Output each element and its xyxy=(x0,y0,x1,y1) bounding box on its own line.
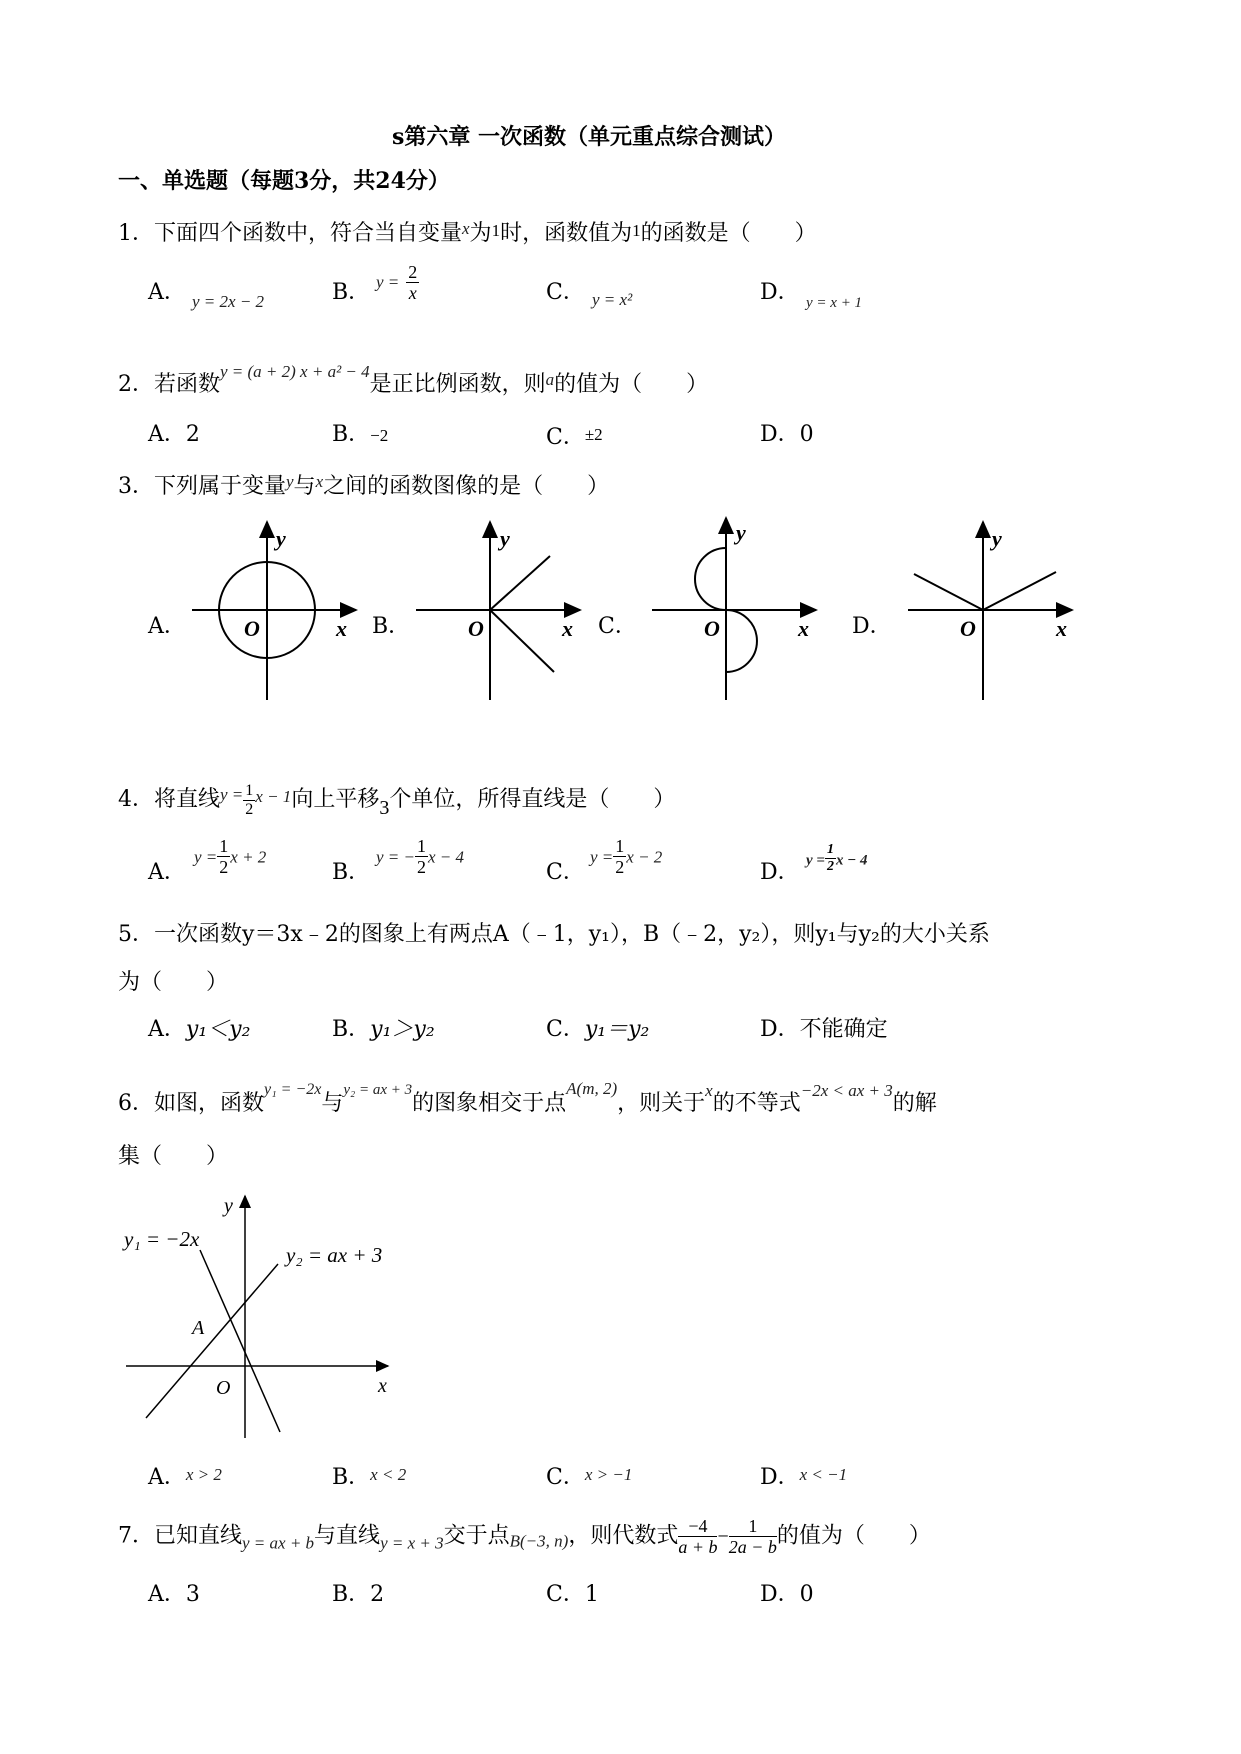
question-7 xyxy=(118,1516,931,1559)
option-value: x < −1 xyxy=(799,1465,848,1484)
option-label: B． xyxy=(332,1582,371,1607)
q1-text: 时，函数值为 xyxy=(500,221,633,246)
origin-label: O xyxy=(704,616,720,641)
axis-y-label: y xyxy=(736,520,746,545)
q7-text: 交于点 xyxy=(443,1523,510,1549)
axis-x-label: x xyxy=(798,616,809,641)
q3-text: 3．下列属于变量 xyxy=(118,474,286,499)
option-label: D． xyxy=(760,422,800,447)
option-fraction xyxy=(613,836,626,877)
q1-option-c: y = x² xyxy=(592,290,633,309)
q6-option-d xyxy=(760,1460,847,1493)
option-label: C． xyxy=(546,1582,585,1607)
q7-text: 的值为（ ） xyxy=(776,1523,931,1549)
q3-option-label: A． xyxy=(148,614,186,639)
q1-text: 1．下面四个函数中，符合当自变量 xyxy=(118,221,462,246)
option-value: −2 xyxy=(370,426,389,445)
q2-text: 的值为（ ） xyxy=(554,372,709,397)
q6-text: 的不等式 xyxy=(712,1091,801,1116)
option-label: D． xyxy=(760,860,800,885)
q6-inequality: −2x < ax + 3 xyxy=(800,1081,893,1100)
q7-option-c xyxy=(546,1580,599,1610)
option-value: x > 2 xyxy=(185,1465,222,1484)
origin-label: O xyxy=(468,616,484,641)
q1-option-b-left: y = xyxy=(376,272,400,292)
q4-shift: 3 xyxy=(379,797,390,819)
option-label: A． xyxy=(148,280,186,305)
option-right: x − 4 xyxy=(428,847,465,867)
option-value: y₁＞y₂ xyxy=(370,1017,435,1042)
fraction-numerator: 1 xyxy=(417,836,426,856)
q4-line-left: y = xyxy=(220,785,244,804)
question-6-line1 xyxy=(118,1074,937,1119)
option-left: y = − xyxy=(376,847,415,867)
option-label: B． xyxy=(332,860,371,885)
option-fraction xyxy=(415,836,428,877)
option-value: 0 xyxy=(799,422,814,447)
origin-label: O xyxy=(960,616,976,641)
fraction-numerator: 1 xyxy=(826,842,834,857)
fraction-numerator: 1 xyxy=(729,1516,777,1537)
option-right: x − 2 xyxy=(626,847,663,867)
q4-option-c xyxy=(590,836,662,877)
option-label: C． xyxy=(546,280,585,305)
q6-text: 的图象相交于点 xyxy=(412,1091,567,1116)
option-label: C． xyxy=(546,1465,585,1490)
q1-text: 为 xyxy=(469,221,492,246)
option-label: B． xyxy=(332,280,371,305)
q7-text: 与直线 xyxy=(314,1523,381,1549)
option-value: 不能确定 xyxy=(799,1017,888,1042)
fraction-numerator: −4 xyxy=(678,1516,717,1537)
question-5-line2: 为（ ） xyxy=(118,970,229,995)
q4-text: 向上平移 xyxy=(291,787,380,812)
q3-var-x: x xyxy=(315,472,324,491)
page-title: s第六章 一次函数（单元重点综合测试） xyxy=(392,124,787,150)
option-value: x < 2 xyxy=(370,1465,407,1484)
q1-option-d: y = x + 1 xyxy=(806,295,863,311)
q6-function-1: y₁ = −2x xyxy=(264,1081,322,1098)
fraction-denominator: 2 xyxy=(245,800,254,818)
origin-label: O xyxy=(244,616,260,641)
option-label: B． xyxy=(332,422,371,447)
q1-option-a: y = 2x − 2 xyxy=(192,292,265,311)
axis-x-label: x xyxy=(378,1375,387,1397)
fraction-numerator: 1 xyxy=(219,836,229,856)
option-label: D． xyxy=(760,280,800,305)
option-label: A． xyxy=(148,1582,186,1607)
q3-graph-d xyxy=(908,522,1072,700)
option-left: y = xyxy=(194,847,218,867)
q6-option-c xyxy=(546,1460,632,1493)
axis-y-label: y xyxy=(224,1195,233,1217)
q1-var-x: x xyxy=(462,219,470,238)
q5-option-a xyxy=(148,1015,250,1045)
option-value: 0 xyxy=(799,1582,814,1607)
fraction-denominator: 2 xyxy=(219,857,229,877)
q4-option-a xyxy=(194,836,266,877)
q3-text: 与 xyxy=(293,474,316,499)
fraction-denominator: 2 xyxy=(826,859,834,874)
q6-function-2: y₂ = ax + 3 xyxy=(343,1082,413,1098)
q7-point: B(−3, n) xyxy=(509,1531,569,1551)
q7-text: 7．已知直线 xyxy=(118,1523,242,1549)
option-value: 1 xyxy=(584,1582,599,1607)
q1-one: 1 xyxy=(491,221,501,240)
fraction-numerator: 1 xyxy=(615,836,625,856)
q2-text: 2．若函数 xyxy=(118,372,220,397)
option-value: y₁＜y₂ xyxy=(185,1017,251,1042)
q4-line-fraction xyxy=(243,782,255,819)
q2-text: 是正比例函数，则 xyxy=(369,372,546,397)
q2-var-a: a xyxy=(545,370,555,389)
option-left: y = xyxy=(590,847,614,867)
q1-text: 的函数是（ ） xyxy=(640,221,817,246)
option-label: A． xyxy=(148,422,186,447)
q7-line-2: y = x + 3 xyxy=(380,1533,444,1553)
point-a-label: A xyxy=(192,1317,205,1339)
q6-graph xyxy=(122,1195,388,1438)
axis-y-label: y xyxy=(276,526,286,551)
option-value: x > −1 xyxy=(584,1465,633,1484)
option-label: A． xyxy=(148,1017,186,1042)
line2-label: y₂ = ax + 3 xyxy=(286,1243,383,1267)
fraction-denominator: a + b xyxy=(678,1537,718,1557)
q7-fraction-1 xyxy=(678,1516,717,1557)
q6-text: 6．如图，函数 xyxy=(118,1091,264,1116)
q2-formula: y = (a + 2) x + a² − 4 xyxy=(220,362,370,381)
q3-option-label: B． xyxy=(372,614,411,639)
q4-line-right: x − 1 xyxy=(255,787,292,806)
option-label: C． xyxy=(546,425,585,450)
q6-option-a xyxy=(148,1460,222,1493)
fraction-denominator: 2 xyxy=(417,857,426,877)
fraction-denominator: 2 xyxy=(615,857,625,877)
q3-option-label: C． xyxy=(598,614,637,639)
q5-option-b xyxy=(332,1015,435,1045)
q5-option-c xyxy=(546,1015,649,1045)
q3-var-y: y xyxy=(286,472,294,491)
q7-minus: − xyxy=(717,1525,729,1548)
option-value: 2 xyxy=(185,422,200,447)
fraction-numerator: 2 xyxy=(408,262,418,282)
q6-point: A(m, 2) xyxy=(566,1079,618,1098)
q6-option-b xyxy=(332,1460,406,1493)
option-label: D． xyxy=(760,1582,800,1607)
option-label: D． xyxy=(760,1017,800,1042)
q6-text: 的解 xyxy=(892,1091,937,1116)
question-6-line2: 集（ ） xyxy=(118,1144,229,1169)
section-heading: 一、单选题（每题3分，共24分） xyxy=(118,168,450,194)
option-value: 3 xyxy=(185,1582,200,1607)
q4-option-b xyxy=(376,836,464,877)
option-label: A． xyxy=(148,860,186,885)
question-5-line1: 5．一次函数y＝3x﹣2的图象上有两点A（﹣1，y₁），B（﹣2，y₂），则y₁与y₂的大小关系 xyxy=(118,922,990,947)
fraction-denominator: 2a − b xyxy=(728,1537,777,1557)
option-right: x + 2 xyxy=(230,847,267,867)
origin-label: O xyxy=(216,1377,231,1399)
q4-option-d xyxy=(806,842,868,876)
q7-option-b xyxy=(332,1580,384,1610)
option-value: 2 xyxy=(370,1582,385,1607)
q4-text: 个单位，所得直线是（ ） xyxy=(389,787,676,812)
option-label: B． xyxy=(332,1465,371,1490)
option-fraction xyxy=(825,842,836,875)
option-value: y₁＝y₂ xyxy=(584,1017,650,1042)
axis-y-label: y xyxy=(992,526,1002,551)
option-label: A． xyxy=(148,1465,186,1490)
q6-text: 与 xyxy=(321,1091,344,1116)
q7-option-d xyxy=(760,1580,814,1610)
option-label: B． xyxy=(332,1017,371,1042)
option-fraction xyxy=(217,836,230,877)
option-left: y = xyxy=(806,852,825,869)
q3-graph-b xyxy=(416,522,580,700)
q7-option-a xyxy=(148,1580,200,1610)
option-value: ±2 xyxy=(584,425,603,444)
q5-option-d xyxy=(760,1015,888,1045)
fraction-numerator: 1 xyxy=(245,781,254,799)
option-label: C． xyxy=(546,860,585,885)
q4-text: 4．将直线 xyxy=(118,787,220,812)
fraction-denominator: x xyxy=(408,283,417,303)
option-label: C． xyxy=(546,1017,585,1042)
option-label: D． xyxy=(760,1465,800,1490)
axis-x-label: x xyxy=(1056,616,1067,641)
q7-line-1: y = ax + b xyxy=(242,1533,315,1553)
axis-y-label: y xyxy=(500,526,510,551)
axis-x-label: x xyxy=(562,616,573,641)
q3-graph-a xyxy=(192,522,356,700)
line1-label: y₁ = −2x xyxy=(124,1227,200,1251)
q3-text: 之间的函数图像的是（ ） xyxy=(323,474,610,499)
q3-option-label: D． xyxy=(852,614,892,639)
q7-text: ，则代数式 xyxy=(568,1523,679,1549)
question-4 xyxy=(118,780,675,823)
q7-fraction-2 xyxy=(729,1516,777,1557)
option-right: x − 4 xyxy=(835,852,868,869)
q1-one: 1 xyxy=(632,221,641,240)
q3-graph-c xyxy=(652,518,816,700)
axis-x-label: x xyxy=(336,616,347,641)
q6-text: ，则关于 xyxy=(617,1091,706,1116)
q6-var-x: x xyxy=(705,1081,713,1100)
